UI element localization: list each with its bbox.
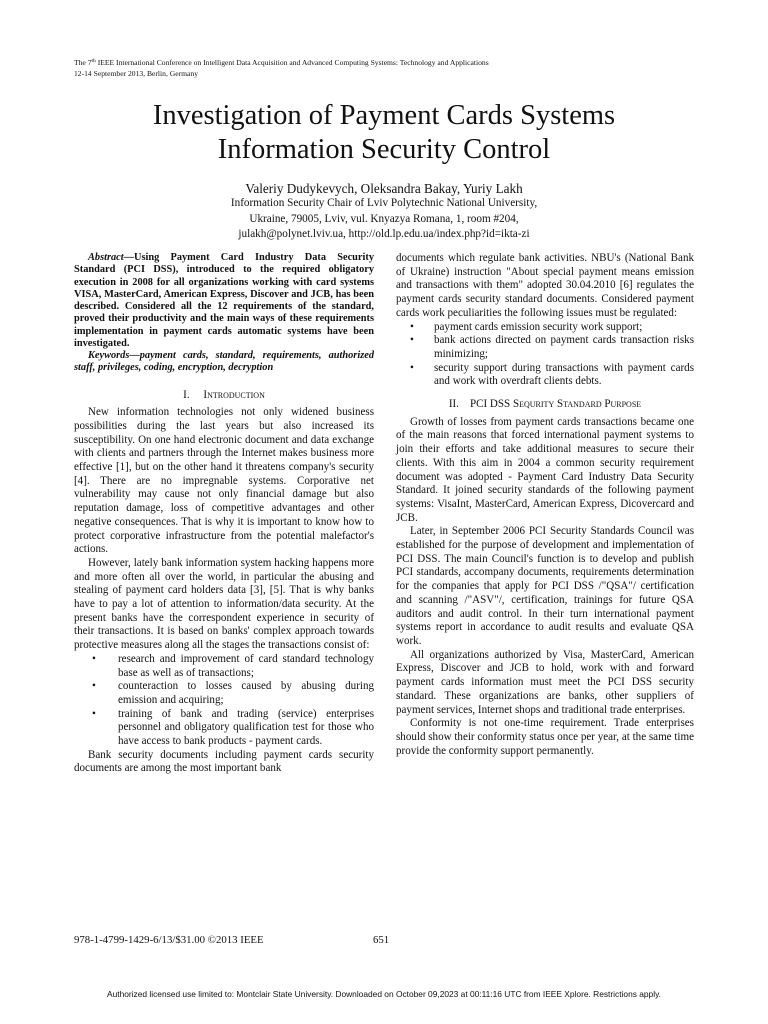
- affiliation: Information Security Chair of Lviv Polytechnic National University, Ukraine, 79005, Lviv, vul. Knyazya Romana, 1, room #204, julakh@polynet.lviv.ua, http://old.lp.edu.ua/index.php?id=ikta-zi: [230, 197, 538, 241]
- list-item: • security support during transactions with payment cards and work with overdraft clients debts.: [410, 361, 694, 388]
- section-heading-pci-dss: II. PCI DSS Sequrity Standard Purpose: [448, 398, 642, 411]
- right-column: [396, 252, 694, 758]
- pci-paragraph-1: Growth of losses from payment cards transactions became one of the main reasons that forced international payment systems to join their efforts and take additional measures to secure their clients. With this aim in 2004 a common security requirement document was adopted - Payment Card Industry Data Security Standard. It joined security standards of the following payment systems: VisaInt, MasterCard, American Express, Dicovercard and JCB.: [396, 415, 694, 524]
- regulation-bullet-list: [396, 321, 694, 390]
- list-item: • research and improvement of card standard technology base as well as of transactions;: [92, 652, 374, 679]
- conference-date: 12-14 September 2013, Berlin, Germany: [74, 69, 199, 78]
- list-item: • counteraction to losses caused by abusing during emission and acquiring;: [92, 680, 374, 706]
- copyright-isbn: 978-1-4799-1429-6/13/$31.00 ©2013 IEEE: [74, 934, 264, 946]
- abstract: Abstract—Using Payment Card Industry Data Security Standard (PCI DSS), introduced to the required obligatory execution in 2008 for all organizations working with card systems VISA, MasterCard, American Express, Discover and JCB, has been described. Considered all the 12 requirements of the standard, proved their productivity and the main ways of these requirements implementation in payment cards automatic systems have been investigated.: [74, 252, 374, 349]
- left-column: [74, 252, 374, 776]
- list-item: • payment cards emission security work support;: [410, 320, 643, 333]
- conference-name: The 7th IEEE International Conference on Intelligent Data Acquisition and Advanced Computing Systems: Technology and Applications: [74, 58, 489, 67]
- intro-paragraph-1: New information technologies not only widened business possibilities during the last years but also increased its susceptibility. On one hand electronic document and data exchange with clients and partners through the Internet makes business more effective [1], but on the other hand it threatens company's security [4]. There are no impregnable systems. Corporative net vulnerability may cause not only financial damage but also reputation damage, loss of competitive advantages and other negative consequences. That is why it is important to know how to protect corporative infrastructure from the potential malefactor's actions.: [74, 406, 374, 556]
- page-number: 651: [373, 934, 390, 946]
- intro-paragraph-3: Bank security documents including payment cards security documents are among the most important bank: [74, 748, 374, 775]
- list-item: • bank actions directed on payment cards transaction risks minimizing;: [410, 334, 694, 360]
- authors: Valeriy Dudykevych, Oleksandra Bakay, Yuriy Lakh: [245, 181, 523, 196]
- license-notice: Authorized licensed use limited to: Montclair State University. Downloaded on October 09,2023 at 00:11:16 UTC from IEEE Xplore. Restrictions apply.: [107, 989, 661, 999]
- keywords: Keywords—payment cards, standard, requirements, authorized staff, privileges, coding, encryption, decryption: [74, 350, 374, 374]
- pci-paragraph-4: Conformity is not one-time requirement. Trade enterprises should show their conformity status once per year, at the same time provide the conformity support permanently.: [396, 717, 694, 757]
- intro-paragraph-3-continued: documents which regulate bank activities. NBU's (National Bank of Ukraine) instruction "About special payment means emission and transactions with them" adopted 30.04.2010 [6] regulates the payment cards security standard documents. Considered payment cards work peculiarities the following issues must be regulated:: [396, 252, 694, 319]
- paper-title: Investigation of Payment Cards Systems Information Security Control: [152, 100, 616, 165]
- list-item: • training of bank and trading (service) enterprises personnel and obligatory qualification test for those who have access to bank products - payment cards.: [92, 707, 374, 748]
- conference-header: [74, 56, 694, 79]
- section-heading-introduction: I. Introduction: [183, 388, 265, 401]
- pci-paragraph-2: Later, in September 2006 PCI Security Standards Council was established for the purpose of development and implementation of PCI DSS. The main Council's function is to develop and publish PCI standards, accompany documents, requirements determination for the companies that apply for PCI DSS /"QSA"/ certification and scanning /"ASV"/, certification, trainings for future QSA auditors and audit control. In their turn international payment systems report in accordance to audit results and evaluate QSA work.: [396, 525, 694, 647]
- intro-paragraph-2: However, lately bank information system hacking happens more and more often all over the world, in particular the abusing and stealing of payment card holders data [3], [5]. That is why banks have to pay a lot of attention to information/data security. At the present banks have the correspondent experience in security of their transactions. It is based on banks' complex approach towards protective measures along all the stages the transactions consist of:: [74, 556, 374, 652]
- pci-paragraph-3: All organizations authorized by Visa, MasterCard, American Express, Discover and JCB to hold, work with and forward payment cards information must meet the PCI DSS security standard. These organizations are banks, other suppliers of payment services, Internet shops and traditional trade enterprises.: [396, 648, 694, 716]
- intro-bullet-list: [74, 653, 374, 749]
